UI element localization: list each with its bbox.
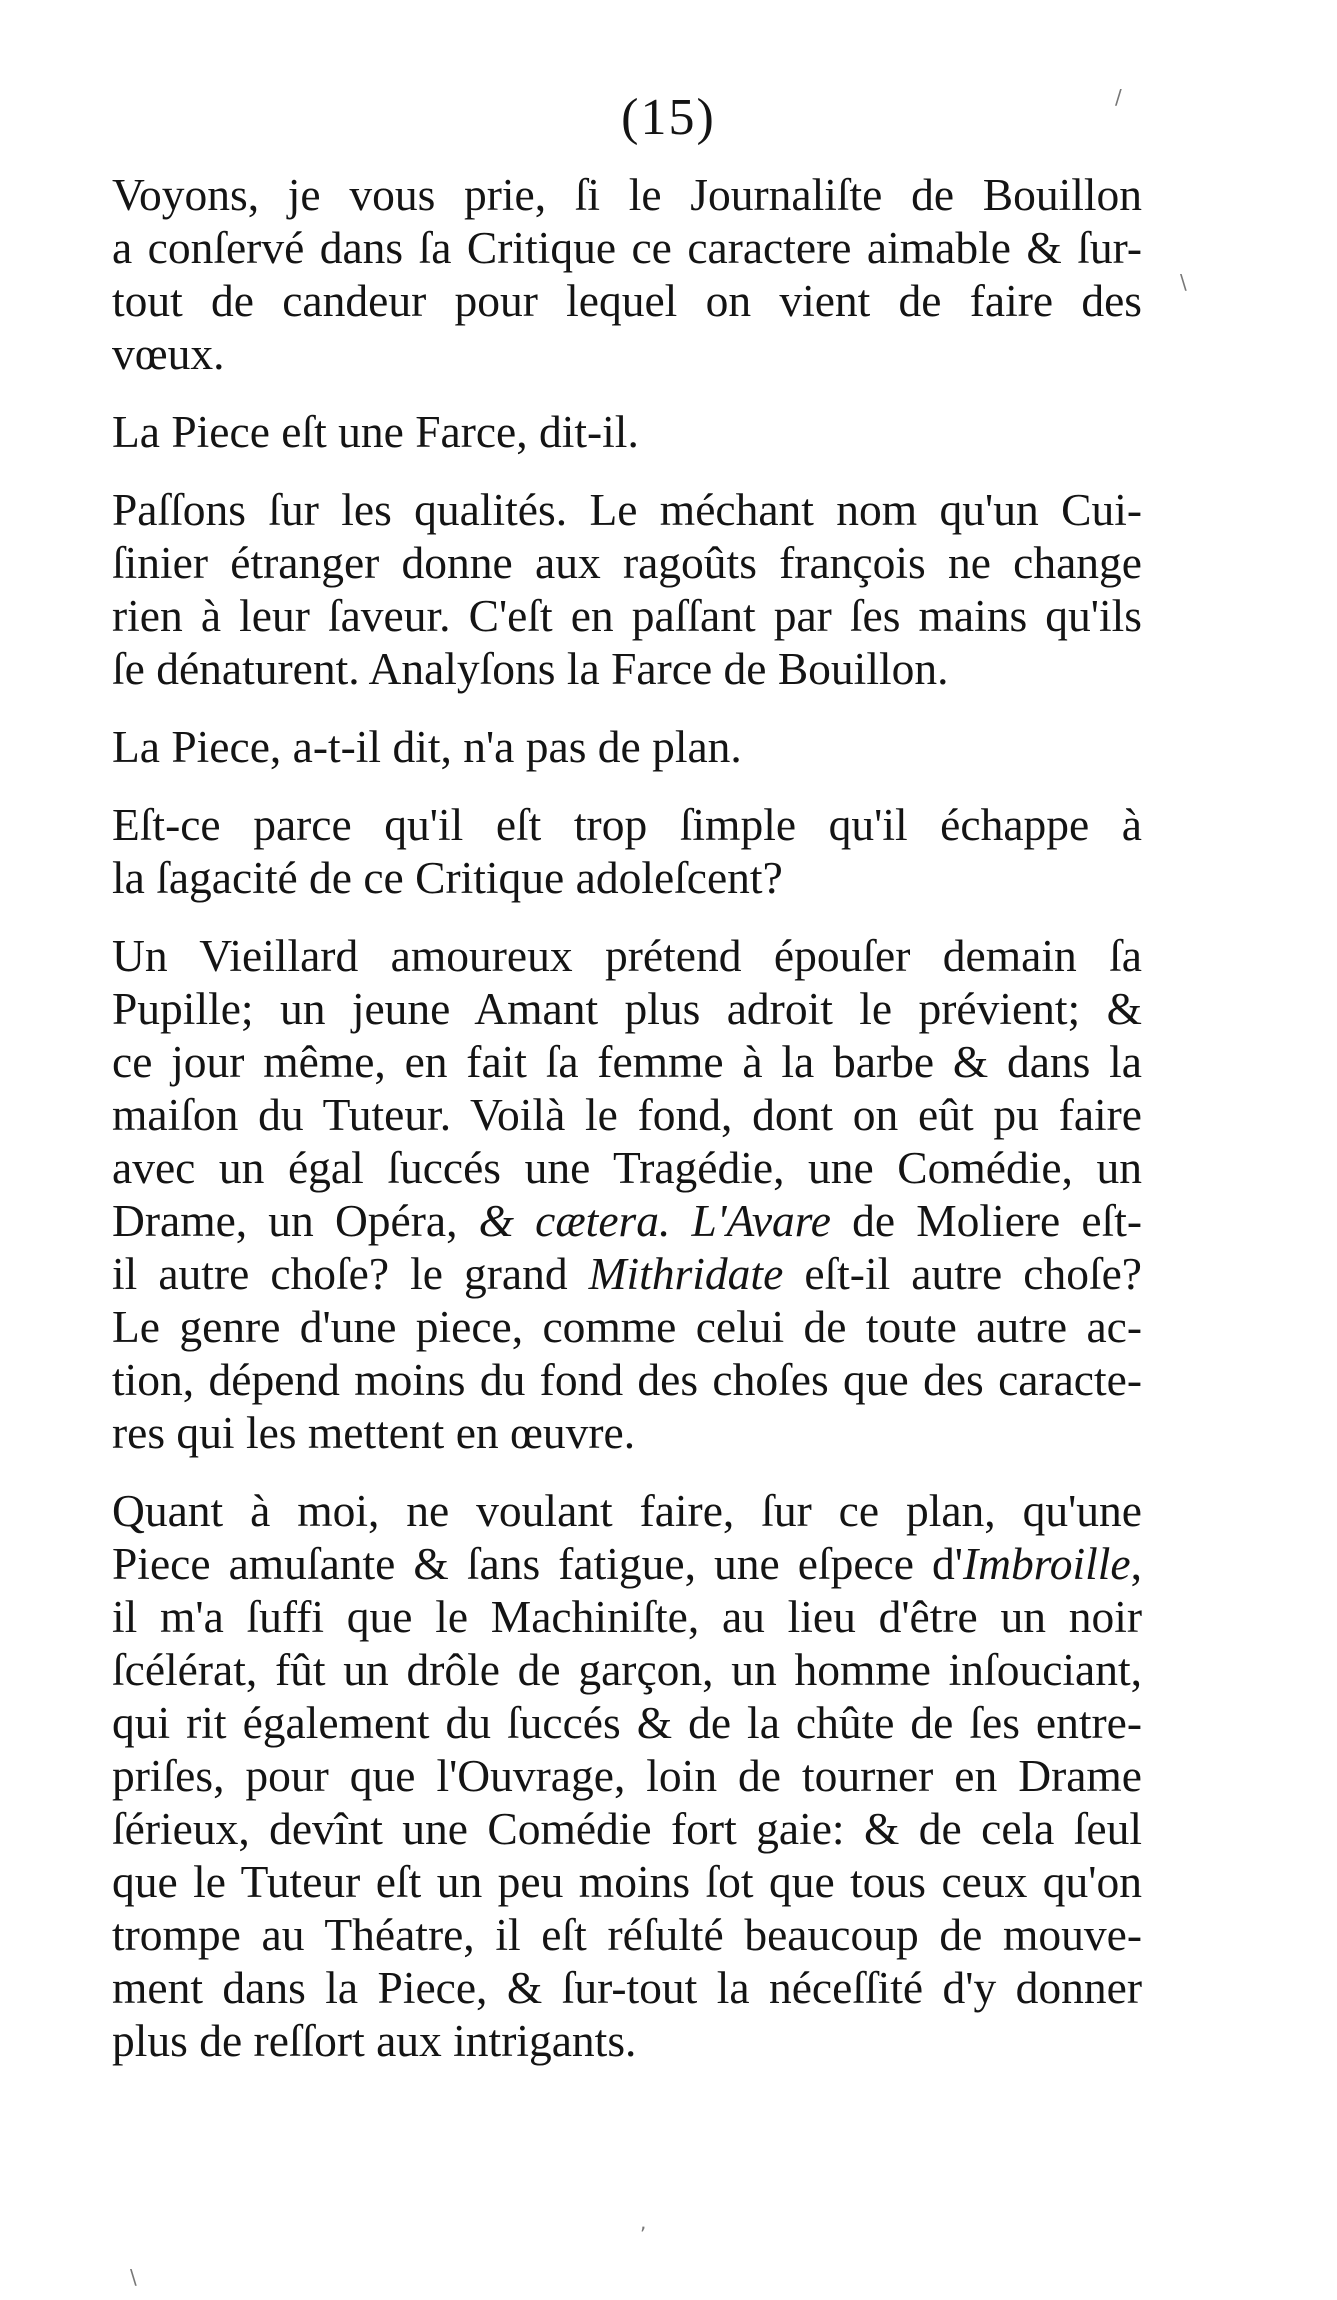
text-line: que le Tuteur eſt un peu moins ſot que tous ceux qu'on: [112, 1856, 1142, 1907]
text-line: plus de reſſort aux intrigants.: [112, 2015, 637, 2066]
text-line: Pupille; un jeune Amant plus adroit le prévient; &: [112, 983, 1142, 1034]
print-speck: \: [130, 2265, 137, 2289]
text-line: maiſon du Tuteur. Voilà le fond, dont on eût pu faire: [112, 1089, 1142, 1140]
text-line: ce jour même, en fait ſa femme à la barbe & dans la: [112, 1036, 1142, 1087]
text-line: ſinier étranger donne aux ragoûts françois ne change: [112, 537, 1142, 588]
text-line: la ſagacité de ce Critique adoleſcent?: [112, 852, 783, 903]
text-line: Paſſons ſur les qualités. Le méchant nom qu'un Cui-: [112, 484, 1142, 535]
text-line: trompe au Théatre, il eſt réſulté beaucoup de mouve-: [112, 1909, 1142, 1960]
text-line: qui rit également du ſuccés & de la chûte de ſes entre-: [112, 1697, 1142, 1748]
page-number: (15): [621, 89, 716, 146]
print-speck: \: [1180, 270, 1187, 294]
text-line: tion, dépend moins du fond des choſes que des caracte-: [112, 1354, 1142, 1405]
text-line: ſe dénaturent. Analyſons la Farce de Bouillon.: [112, 643, 949, 694]
text-line: ment dans la Piece, & ſur-tout la néceſſité d'y donner: [112, 1962, 1142, 2013]
text-line: tout de candeur pour lequel on vient de faire des: [112, 275, 1142, 326]
text-line: Piece amuſante & ſans fatigue, une eſpece d'Imbroille,: [112, 1538, 1142, 1589]
text-line: vœux.: [112, 328, 225, 379]
text-line: ſcélérat, fût un drôle de garçon, un homme inſouciant,: [112, 1644, 1142, 1695]
text-line: ſérieux, devînt une Comédie fort gaie: & de cela ſeul: [112, 1803, 1142, 1854]
paragraph-7: [112, 1484, 1142, 2067]
paragraph-3: [112, 483, 1142, 695]
paragraph-1: [112, 168, 1142, 380]
text-line: Voyons, je vous prie, ſi le Journaliſte de Bouillon: [112, 169, 1142, 220]
text-block: [112, 168, 1142, 2067]
paragraph-2: [112, 405, 1142, 458]
text-line: priſes, pour que l'Ouvrage, loin de tourner en Drame: [112, 1750, 1142, 1801]
paragraph-4: [112, 720, 1142, 773]
text-line: avec un égal ſuccés une Tragédie, une Comédie, un: [112, 1142, 1142, 1193]
text-line: a conſervé dans ſa Critique ce caractere aimable & ſur-: [112, 222, 1142, 273]
paragraph-6: [112, 929, 1142, 1459]
text-line: res qui les mettent en œuvre.: [112, 1407, 636, 1458]
print-speck: /: [1115, 85, 1122, 109]
text-line: La Piece eſt une Farce, dit-il.: [112, 406, 639, 457]
text-line: rien à leur ſaveur. C'eſt en paſſant par ſes mains qu'ils: [112, 590, 1142, 641]
text-line: Un Vieillard amoureux prétend épouſer demain ſa: [112, 930, 1142, 981]
text-line: il autre choſe? le grand Mithridate eſt-il autre choſe?: [112, 1248, 1142, 1299]
text-line: Le genre d'une piece, comme celui de toute autre ac-: [112, 1301, 1142, 1352]
text-line: il m'a ſuffi que le Machiniſte, au lieu d'être un noir: [112, 1591, 1142, 1642]
text-line: Quant à moi, ne voulant faire, ſur ce plan, qu'une: [112, 1485, 1142, 1536]
text-line: Eſt-ce parce qu'il eſt trop ſimple qu'il échappe à: [112, 799, 1142, 850]
text-line: Drame, un Opéra, & cætera. L'Avare de Moliere eſt-: [112, 1195, 1143, 1246]
print-speck: ,: [640, 2210, 647, 2234]
text-line: La Piece, a-t-il dit, n'a pas de plan.: [112, 721, 742, 772]
paragraph-5: [112, 798, 1142, 904]
